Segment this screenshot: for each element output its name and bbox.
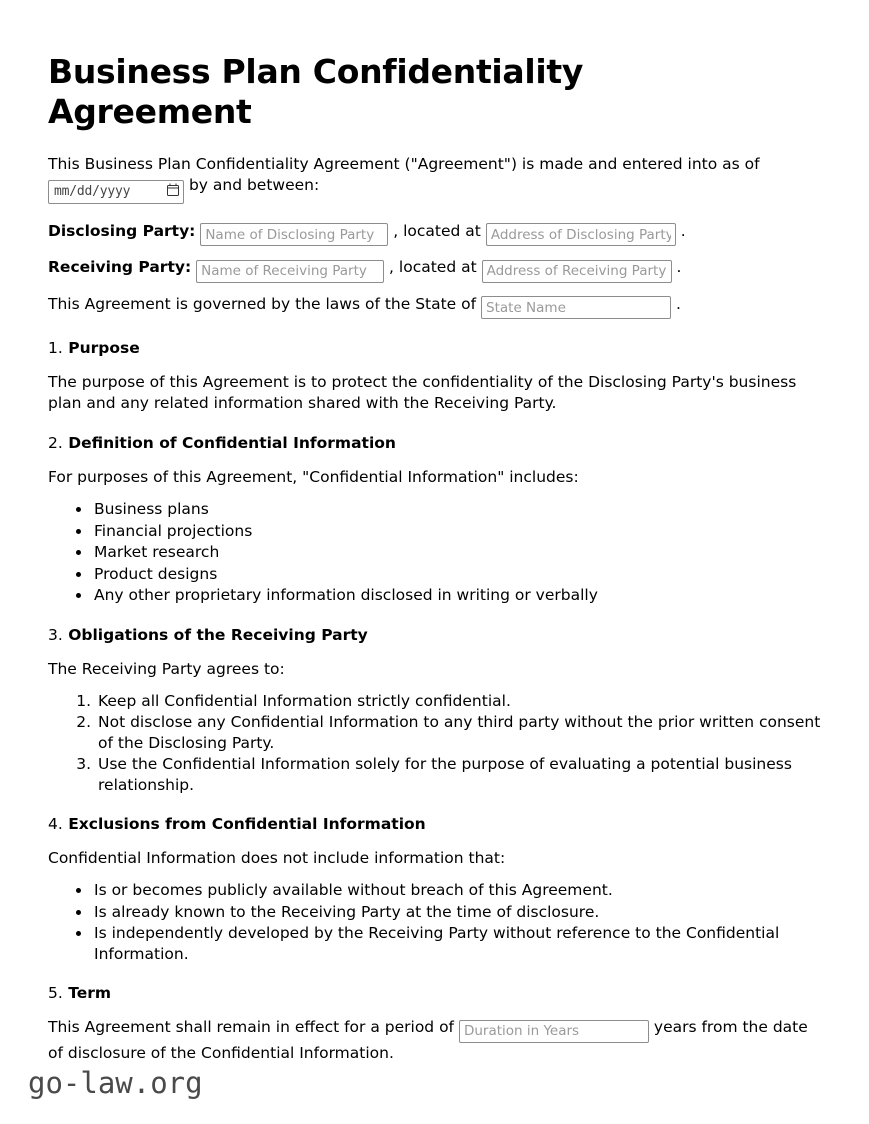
term-text-before: This Agreement shall remain in effect for a period of xyxy=(48,1018,455,1036)
section-body-definition: For purposes of this Agreement, "Confidential Information" includes: xyxy=(48,468,579,486)
agreement-date-input[interactable] xyxy=(48,180,184,204)
list-item: • Is independently developed by the Receiving Party without reference to the Confidential Information. xyxy=(92,923,821,964)
section-title: Exclusions from Confidential Information xyxy=(68,815,426,833)
list-item: • Any other proprietary information disclosed in writing or verbally xyxy=(92,585,821,606)
intro-text-before-date: This Business Plan Confidentiality Agreement ("Agreement") is made and entered into as of xyxy=(48,155,760,173)
disclosing-party-line xyxy=(48,218,821,247)
list-item: • Financial projections xyxy=(92,521,821,542)
intro-paragraph xyxy=(48,154,808,204)
disclosing-located-at-text: , located at xyxy=(393,221,481,240)
receiving-party-label: Receiving Party: xyxy=(48,258,192,276)
governing-law-terminator: . xyxy=(675,294,681,313)
section-heading-definition xyxy=(48,432,821,454)
receiving-located-at-text: , located at xyxy=(389,258,477,276)
section-number: 5. xyxy=(48,984,63,1002)
section-heading-exclusions xyxy=(48,813,821,835)
disclosing-party-label: Disclosing Party: xyxy=(48,221,196,240)
receiving-line-terminator: . xyxy=(676,258,682,276)
definition-bullet-list xyxy=(48,499,821,606)
list-item: 1. Keep all Confidential Information strictly confidential. xyxy=(96,691,821,712)
obligations-numbered-list xyxy=(48,691,821,796)
section-number: 2. xyxy=(48,434,63,452)
calendar-icon[interactable] xyxy=(167,181,179,202)
state-name-input[interactable] xyxy=(481,296,671,319)
section-number: 4. xyxy=(48,815,63,833)
disclosing-party-address-input[interactable] xyxy=(486,223,676,246)
list-item: • Business plans xyxy=(92,499,821,520)
section-body-purpose: The purpose of this Agreement is to protect the confidentiality of the Disclosing Party's business plan and any related information shared with the Receiving Party. xyxy=(48,373,797,412)
section-heading-term xyxy=(48,982,821,1004)
section-title: Term xyxy=(68,984,112,1002)
section-body-exclusions: Confidential Information does not include information that: xyxy=(48,849,506,867)
page-title: Business Plan Confidentiality Agreement xyxy=(48,52,584,131)
list-item: 2. Not disclose any Confidential Information to any third party without the prior written consent of the Disclosing Party. xyxy=(96,712,821,753)
term-text-after: years from the date of disclosure of the Confidential Information. xyxy=(48,1018,808,1062)
disclosing-line-terminator: . xyxy=(680,221,686,240)
governing-law-line xyxy=(48,291,821,320)
exclusions-bullet-list xyxy=(48,880,821,964)
section-title: Purpose xyxy=(68,339,140,357)
disclosing-party-name-input[interactable] xyxy=(200,223,388,246)
receiving-party-address-input[interactable] xyxy=(482,260,672,283)
receiving-party-line xyxy=(48,254,821,283)
section-body-term xyxy=(48,1017,808,1064)
section-title: Obligations of the Receiving Party xyxy=(68,625,368,644)
list-item: • Market research xyxy=(92,542,821,563)
section-number: 1. xyxy=(48,339,63,357)
list-item: • Is already known to the Receiving Party at the time of disclosure. xyxy=(92,902,821,923)
site-watermark: go-law.org xyxy=(28,1066,203,1100)
date-placeholder-text: mm/dd/yyyy xyxy=(54,184,131,199)
intro-text-after-date: by and between: xyxy=(188,176,320,194)
list-item: 3. Use the Confidential Information solely for the purpose of evaluating a potential business relationship. xyxy=(96,754,821,795)
list-item: • Is or becomes publicly available without breach of this Agreement. xyxy=(92,880,821,901)
section-body-obligations: The Receiving Party agrees to: xyxy=(48,659,285,678)
section-heading-purpose xyxy=(48,337,821,359)
section-heading-obligations xyxy=(48,624,821,646)
list-item: • Product designs xyxy=(92,564,821,585)
duration-years-input[interactable] xyxy=(459,1020,649,1043)
section-number: 3. xyxy=(48,625,63,644)
section-title: Definition of Confidential Information xyxy=(68,434,396,452)
governing-law-text: This Agreement is governed by the laws of the State of xyxy=(48,294,477,313)
receiving-party-name-input[interactable] xyxy=(196,260,384,283)
